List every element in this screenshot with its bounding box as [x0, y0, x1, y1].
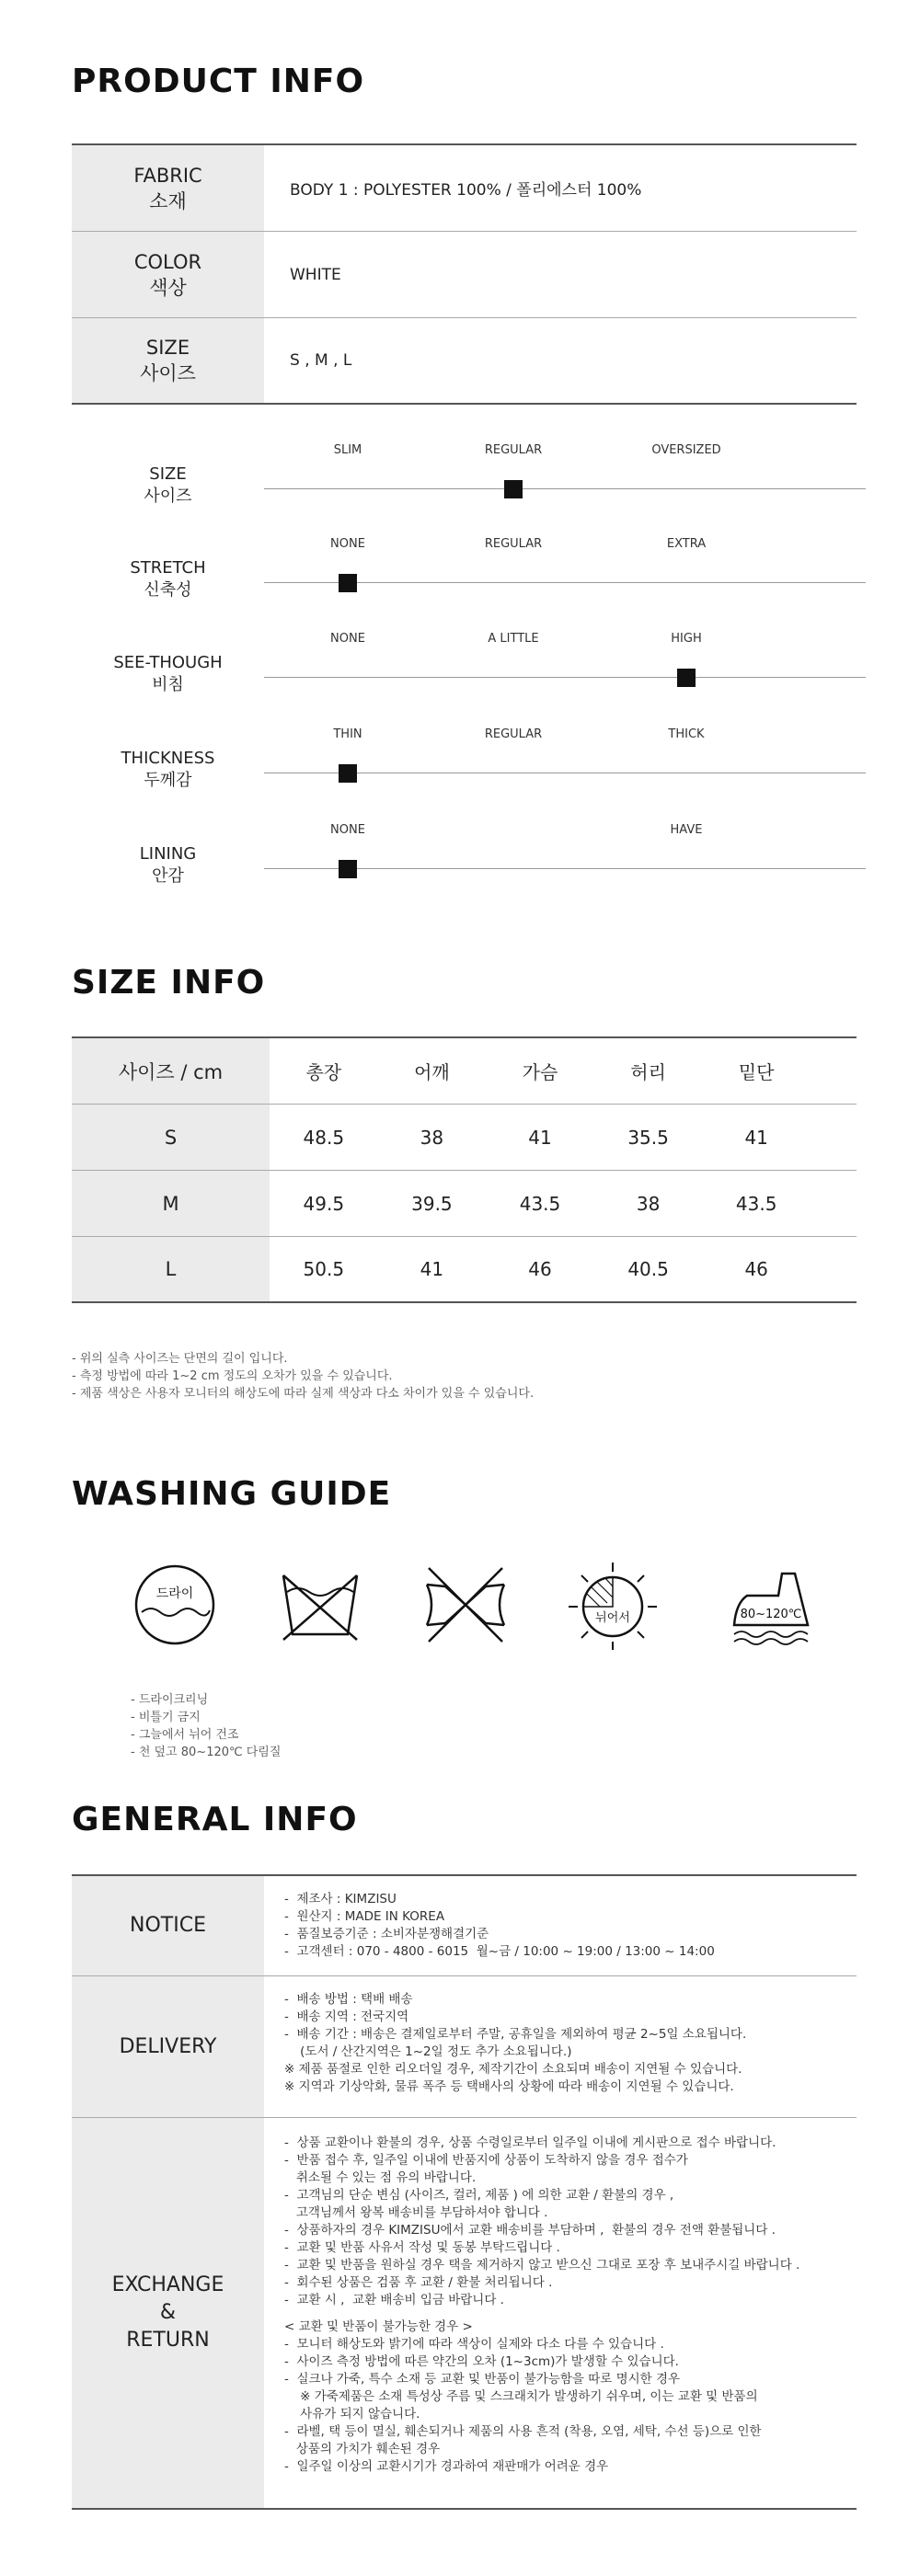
washing-note: - 드라이크리닝 — [131, 1693, 209, 1707]
scale-label-en: LINING — [139, 844, 197, 864]
size-value: S , M , L — [290, 351, 352, 370]
scale-track — [264, 677, 866, 678]
dry-clean-icon — [129, 1559, 221, 1651]
exchange-line: - 고객님의 단순 변심 (사이즈, 컬러, 제품 ) 에 의한 교환 / 환불의 경우 , — [284, 2188, 674, 2203]
size-info-title: SIZE INFO — [72, 964, 266, 1002]
exchange-line: 고객님께서 왕복 배송비를 부담하셔야 합니다 . — [284, 2205, 548, 2220]
notice-line: - 품질보증기준 : 소비자분쟁해결기준 — [284, 1927, 489, 1941]
size-label-en: SIZE — [145, 337, 190, 359]
delivery-line: - 배송 지역 : 전국지역 — [284, 2009, 409, 2024]
iron-icon-label: 80~120℃ — [740, 1608, 802, 1621]
scale-option: A LITTLE — [488, 632, 539, 646]
size-value-cell: 41 — [744, 1126, 768, 1149]
scale-option: NONE — [330, 632, 365, 646]
scale-row — [72, 537, 857, 611]
scale-option: REGULAR — [484, 537, 543, 551]
no-bleach-icon — [274, 1559, 366, 1651]
size-value-cell: 40.5 — [627, 1258, 669, 1280]
scale-marker — [339, 764, 357, 783]
size-value-cell: 50.5 — [303, 1258, 345, 1280]
size-notes — [72, 1350, 534, 1402]
size-row — [72, 318, 857, 405]
fabric-label-ko: 소재 — [149, 189, 187, 212]
return-label: RETURN — [126, 2329, 210, 2352]
scale-marker — [504, 480, 523, 498]
fabric-value: BODY 1 : POLYESTER 100% / 폴리에스터 100% — [290, 181, 642, 200]
exchange-label: EXCHANGE — [111, 2273, 224, 2296]
delivery-line: ※ 제품 품절로 인한 리오더일 경우, 제작기간이 소요되며 배송이 지연될 수 있습니다. — [284, 2062, 742, 2077]
product-info-table — [72, 143, 857, 405]
delivery-line: ※ 지역과 기상악화, 물류 폭주 등 택배사의 상황에 따라 배송이 지연될 수 있습니다. — [284, 2079, 734, 2094]
scale-option: REGULAR — [484, 727, 543, 741]
scale-marker — [677, 669, 696, 687]
scale-option: EXTRA — [666, 537, 707, 551]
dry-clean-icon-label: 드라이 — [155, 1586, 194, 1601]
ampersand-label: & — [159, 2301, 177, 2324]
exchange-line: 취소될 수 있는 점 유의 바랍니다. — [284, 2170, 477, 2185]
notice-line: - 고객센터 : 070 - 4800 - 6015 월~금 / 10:00 ~ 19:00 / 13:00 ~ 14:00 — [284, 1944, 715, 1959]
exchange-line: - 상품 교환이나 환불의 경우, 상품 수령일로부터 일주일 이내에 게시판으로 접수 바랍니다. — [284, 2135, 776, 2150]
scale-option: HIGH — [671, 632, 702, 646]
washing-notes — [131, 1691, 281, 1761]
size-header-cell: 가슴 — [522, 1061, 558, 1083]
fabric-label-en: FABRIC — [133, 164, 202, 187]
scale-label-en: SEE-THOUGH — [113, 653, 223, 672]
scale-label-ko: 사이즈 — [144, 487, 192, 506]
color-label-ko: 색상 — [149, 276, 187, 299]
size-value-cell: 39.5 — [411, 1192, 453, 1215]
shade-dry-flat-icon — [567, 1559, 659, 1651]
size-value-cell: 38 — [420, 1126, 444, 1149]
exchange-line: - 상품하자의 경우 KIMZISU에서 교환 배송비를 부담하며 , 환불의 경우 전액 환불됩니다 . — [284, 2223, 776, 2238]
size-header-cell: 허리 — [630, 1061, 666, 1083]
scale-option: THICK — [668, 727, 705, 741]
washing-guide-title: WASHING GUIDE — [72, 1475, 392, 1513]
table-row — [72, 1105, 857, 1171]
exchange-line: - 교환 시 , 교환 배송비 입금 바랍니다 . — [284, 2293, 504, 2307]
size-value-cell: 43.5 — [735, 1192, 777, 1215]
scale-row — [72, 823, 857, 897]
size-value-cell: 41 — [420, 1258, 444, 1280]
scale-option: OVERSIZED — [651, 443, 721, 457]
size-value-cell: 46 — [528, 1258, 552, 1280]
size-label-ko: 사이즈 — [140, 362, 196, 384]
scale-row — [72, 632, 857, 705]
washing-note: - 천 덮고 80~120℃ 다림질 — [131, 1746, 282, 1759]
size-value-cell: 49.5 — [303, 1192, 345, 1215]
scale-label-ko: 두께감 — [144, 771, 192, 790]
scale-label-en: STRETCH — [130, 558, 206, 578]
size-value-cell: 35.5 — [627, 1126, 669, 1149]
notice-row — [72, 1876, 857, 1976]
spacer — [284, 2309, 857, 2318]
exchange-return-row — [72, 2118, 857, 2510]
scale-label-ko: 비침 — [152, 675, 184, 694]
scale-label — [72, 557, 264, 601]
product-info-title: PRODUCT INFO — [72, 63, 365, 100]
color-label — [72, 232, 264, 317]
scale-row — [72, 443, 857, 517]
size-label — [72, 318, 264, 403]
exchange-line: 사유가 되지 않습니다. — [284, 2407, 420, 2421]
delivery-line: (도서 / 산간지역은 1~2일 정도 추가 소요됩니다.) — [284, 2044, 572, 2059]
exchange-line: - 일주일 이상의 교환시기가 경과하여 재판매가 어려운 경우 — [284, 2459, 609, 2474]
delivery-line: - 배송 방법 : 택배 배송 — [284, 1992, 413, 2007]
exchange-line: - 실크나 가죽, 특수 소재 등 교환 및 반품이 불가능함을 따로 명시한 경우 — [284, 2372, 681, 2387]
general-info-table — [72, 1874, 857, 2510]
exchange-return-content — [264, 2118, 857, 2508]
scale-option: SLIM — [333, 443, 362, 457]
delivery-line: - 배송 기간 : 배송은 결제일로부터 주말, 공휴일을 제외하여 평균 2~5일 소요됩니다. — [284, 2027, 747, 2042]
size-table — [72, 1036, 857, 1303]
washing-note: - 그늘에서 뉘어 건조 — [131, 1728, 239, 1742]
size-note: - 위의 실측 사이즈는 단면의 길이 입니다. — [72, 1352, 288, 1366]
scale-marker — [339, 860, 357, 878]
scale-option: NONE — [330, 823, 365, 837]
size-note: - 측정 방법에 따라 1~2 cm 정도의 오차가 있을 수 있습니다. — [72, 1369, 393, 1383]
scale-row — [72, 727, 857, 801]
scale-label — [72, 843, 264, 887]
notice-line: - 제조사 : KIMZISU — [284, 1892, 397, 1906]
scale-option: NONE — [330, 537, 365, 551]
size-header-cell: 밑단 — [738, 1061, 775, 1083]
size-header-cell: 어깨 — [414, 1061, 450, 1083]
size-header-cell: 총장 — [305, 1061, 342, 1083]
scale-option: HAVE — [670, 823, 703, 837]
size-value-cell: 48.5 — [303, 1126, 345, 1149]
iron-icon — [729, 1559, 821, 1651]
exchange-line: ※ 가죽제품은 소재 특성상 주름 및 스크래치가 발생하기 쉬우며, 이는 교환 및 반품의 — [284, 2389, 758, 2404]
notice-label: NOTICE — [72, 1876, 264, 1975]
color-label-en: COLOR — [133, 250, 202, 273]
size-value-cell: 43.5 — [519, 1192, 561, 1215]
scale-label-en: THICKNESS — [121, 749, 215, 768]
scale-marker — [339, 574, 357, 592]
notice-line: - 원산지 : MADE IN KOREA — [284, 1909, 445, 1924]
exchange-line: 상품의 가치가 훼손된 경우 — [284, 2442, 441, 2456]
size-name-cell: S — [72, 1105, 270, 1170]
washing-note: - 비틀기 금지 — [131, 1711, 201, 1724]
scale-option: THIN — [333, 727, 362, 741]
notice-content — [264, 1876, 857, 1975]
scale-option: REGULAR — [484, 443, 543, 457]
exchange-line: - 반품 접수 후, 일주일 이내에 반품지에 상품이 도착하지 않을 경우 접수가 — [284, 2153, 688, 2168]
shade-dry-flat-icon-label: 뉘어서 — [595, 1611, 630, 1625]
size-header-cell: 사이즈 / cm — [72, 1038, 270, 1104]
size-table-header — [72, 1038, 857, 1105]
exchange-line: - 사이즈 측정 방법에 따른 약간의 오차 (1~3cm)가 발생할 수 있습니다. — [284, 2354, 679, 2369]
size-value-cell: 38 — [636, 1192, 661, 1215]
size-name-cell: M — [72, 1171, 270, 1236]
delivery-row — [72, 1976, 857, 2118]
size-note: - 제품 색상은 사용자 모니터의 해상도에 따라 실제 색상과 다소 차이가 있을 수 있습니다. — [72, 1387, 535, 1401]
fabric-label — [72, 145, 264, 231]
exchange-line: < 교환 및 반품이 불가능한 경우 > — [284, 2319, 473, 2334]
scale-label-ko: 신축성 — [144, 580, 192, 600]
size-value-cell: 46 — [744, 1258, 768, 1280]
scale-label-en: SIZE — [149, 464, 187, 484]
no-wring-icon — [420, 1559, 512, 1651]
color-row — [72, 232, 857, 318]
table-row — [72, 1237, 857, 1303]
general-info-title: GENERAL INFO — [72, 1801, 358, 1838]
size-value-cell: 41 — [528, 1126, 552, 1149]
scale-label-ko: 안감 — [152, 866, 184, 886]
scale-label — [72, 464, 264, 508]
exchange-line: - 라벨, 택 등이 멸실, 훼손되거나 제품의 사용 흔적 (착용, 오염, 세탁, 수선 등)으로 인한 — [284, 2424, 762, 2439]
size-name-cell: L — [72, 1237, 270, 1301]
scale-label — [72, 748, 264, 792]
exchange-line: - 교환 및 반품 사유서 작성 및 동봉 부탁드립니다 . — [284, 2240, 560, 2255]
scale-track — [264, 488, 866, 489]
table-row — [72, 1171, 857, 1237]
exchange-return-label — [72, 2118, 264, 2508]
exchange-line: - 모니터 해상도와 밝기에 따라 색상이 실제와 다소 다를 수 있습니다 . — [284, 2337, 664, 2352]
delivery-content — [264, 1976, 857, 2117]
delivery-label: DELIVERY — [72, 1976, 264, 2117]
exchange-line: - 회수된 상품은 검품 후 교환 / 환불 처리됩니다 . — [284, 2275, 553, 2290]
scale-label — [72, 652, 264, 696]
exchange-line: - 교환 및 반품을 원하실 경우 택을 제거하지 않고 받으신 그대로 포장 후 보내주시길 바랍니다 . — [284, 2258, 800, 2273]
color-value: WHITE — [290, 265, 341, 284]
fabric-row — [72, 145, 857, 232]
